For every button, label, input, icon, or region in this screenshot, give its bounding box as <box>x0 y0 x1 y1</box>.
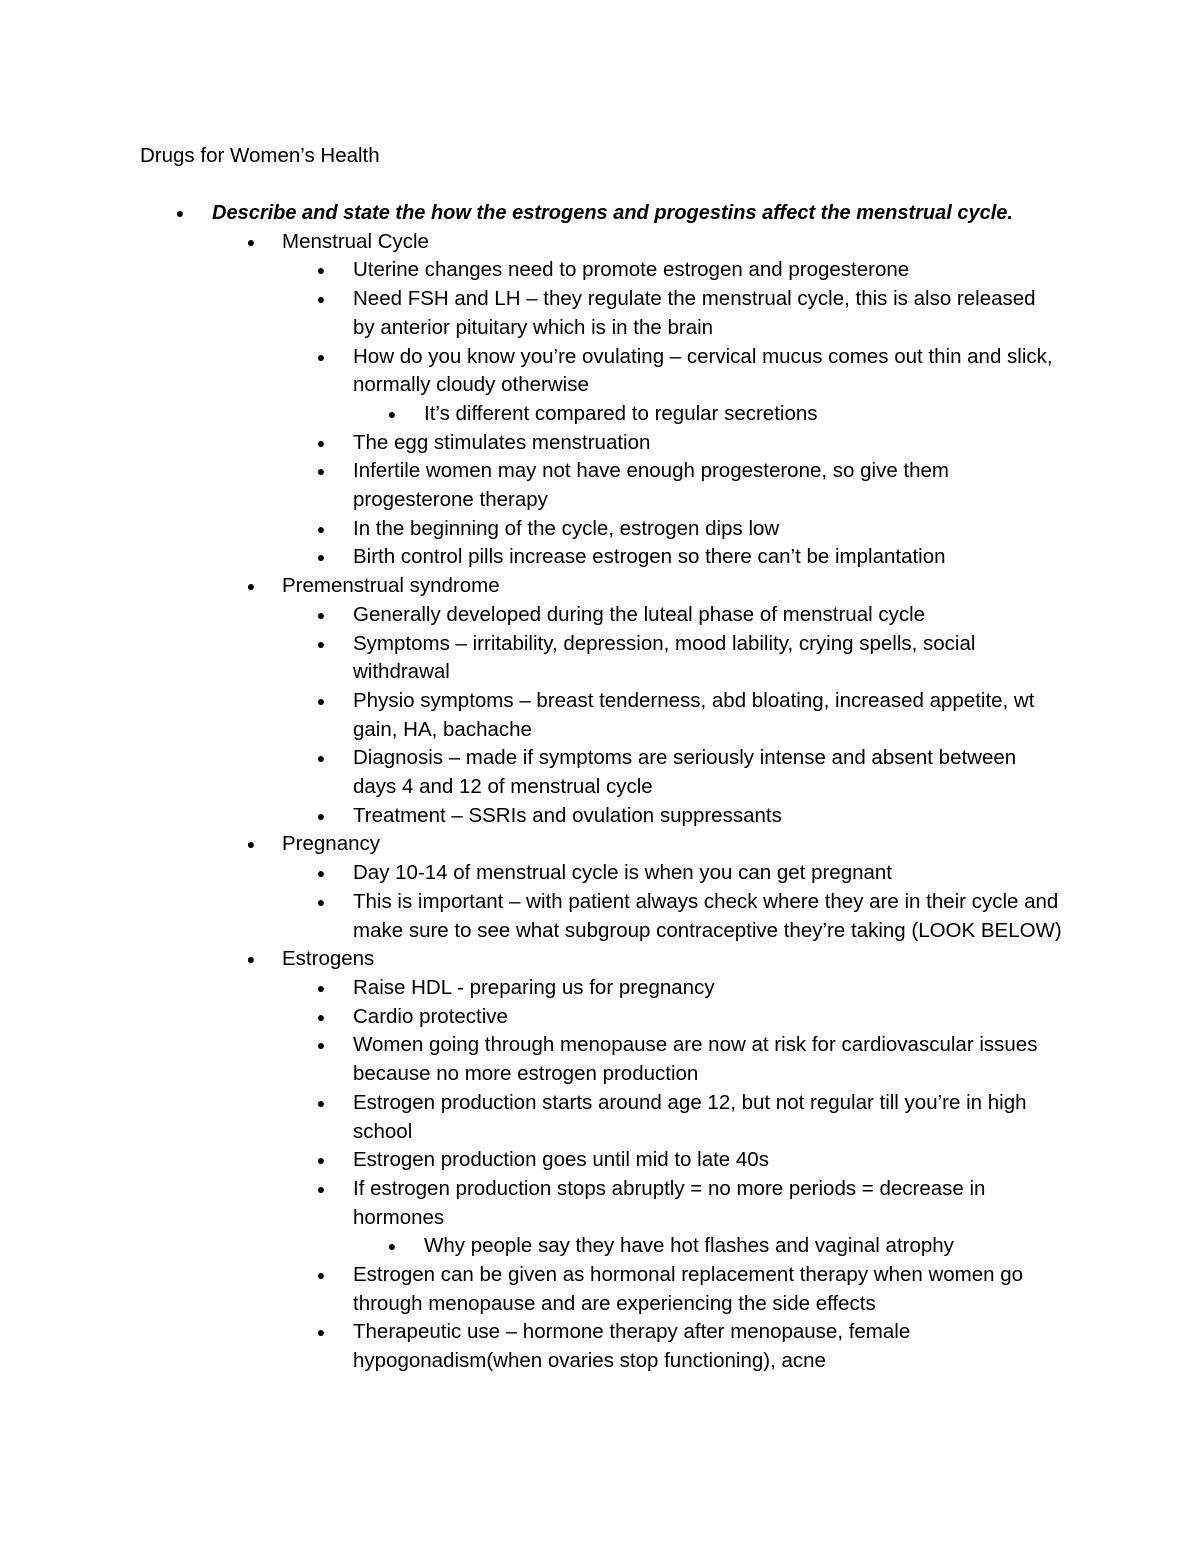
list-item-text: Cardio protective <box>353 1004 508 1028</box>
bullet-icon: ● <box>246 836 256 853</box>
list-item-text: Estrogen can be given as hormonal replacement therapy when women go through menopause and are experiencing the side effects <box>353 1263 1024 1315</box>
list-item <box>0 974 1200 1003</box>
list-item-text: Uterine changes need to promote estrogen and progesterone <box>353 258 910 282</box>
list-item <box>0 343 1200 400</box>
bullet-icon: ● <box>246 951 256 968</box>
bullet-icon: ● <box>316 348 326 365</box>
list-item-text: Describe and state the how the estrogens and progestins affect the menstrual cycle. <box>212 202 1013 224</box>
bullet-icon: ● <box>316 1267 326 1284</box>
bullet-icon: ● <box>316 635 326 652</box>
section-heading-item <box>0 945 1200 974</box>
list-item <box>0 457 1200 514</box>
list-item <box>0 400 1200 429</box>
list-item-text: If estrogen production stops abruptly = no more periods = decrease in hormones <box>353 1176 986 1229</box>
list-item-text: The egg stimulates menstruation <box>353 430 651 454</box>
list-item-text: Birth control pills increase estrogen so there can’t be implantation <box>353 545 946 569</box>
page-title: Drugs for Women’s Health <box>140 144 380 167</box>
bullet-icon: ● <box>246 578 256 595</box>
list-item <box>0 1146 1200 1175</box>
list-item-text: This is important – with patient always check where they are in their cycle and make sure to see what subgroup contraceptive they’re taking (LOOK BELOW) <box>353 889 1062 942</box>
bullet-icon: ● <box>316 606 326 623</box>
objective-item <box>0 199 1200 228</box>
bullet-icon: ● <box>316 1324 326 1341</box>
bullet-icon: ● <box>387 1238 397 1255</box>
list-item-text: Day 10-14 of menstrual cycle is when you can get pregnant <box>353 861 892 885</box>
list-item-text: Women going through menopause are now at risk for cardiovascular issues because no more estrogen production <box>353 1033 1038 1086</box>
section-heading-item <box>0 228 1200 257</box>
list-item <box>0 429 1200 458</box>
bullet-icon: ● <box>175 205 185 221</box>
list-item-text: Infertile women may not have enough progesterone, so give them progesterone therapy <box>353 459 949 512</box>
list-item-text: Raise HDL - preparing us for pregnancy <box>353 975 715 999</box>
list-item-text: Symptoms – irritability, depression, mood lability, crying spells, social withdrawal <box>353 631 976 684</box>
list-item <box>0 515 1200 544</box>
section-heading-item <box>0 572 1200 601</box>
list-item <box>0 1089 1200 1146</box>
bullet-icon: ● <box>316 865 326 882</box>
bullet-outline <box>0 199 1200 1376</box>
bullet-icon: ● <box>316 549 326 566</box>
list-item <box>0 1031 1200 1088</box>
list-item-text: Estrogens <box>282 947 375 971</box>
bullet-icon: ● <box>387 405 397 422</box>
list-item-text: Therapeutic use – hormone therapy after menopause, female hypogonadism(when ovaries stop functioning), acne <box>353 1320 911 1373</box>
list-item-text: How do you know you’re ovulating – cervical mucus comes out thin and slick, normally cloudy otherwise <box>353 344 1053 397</box>
bullet-icon: ● <box>316 1180 326 1197</box>
list-item <box>0 744 1200 801</box>
list-item-text: Estrogen production goes until mid to late 40s <box>353 1148 769 1172</box>
list-item-text: In the beginning of the cycle, estrogen dips low <box>353 516 780 540</box>
list-item-text: Why people say they have hot flashes and vaginal atrophy <box>424 1234 954 1258</box>
list-item-text: Estrogen production starts around age 12, but not regular till you’re in high school <box>353 1090 1027 1143</box>
list-item <box>0 601 1200 630</box>
list-item-text: Premenstrual syndrome <box>282 574 500 598</box>
bullet-icon: ● <box>316 520 326 537</box>
list-item <box>0 687 1200 744</box>
bullet-icon: ● <box>316 1037 326 1054</box>
list-item <box>0 888 1200 945</box>
list-item <box>0 1318 1200 1375</box>
bullet-icon: ● <box>316 1094 326 1111</box>
list-item <box>0 543 1200 572</box>
list-item-text: It’s different compared to regular secretions <box>424 401 818 425</box>
bullet-icon: ● <box>246 233 256 250</box>
bullet-icon: ● <box>316 893 326 910</box>
bullet-icon: ● <box>316 807 326 824</box>
list-item <box>0 1232 1200 1261</box>
list-item <box>0 859 1200 888</box>
list-item-text: Pregnancy <box>282 832 381 856</box>
list-item <box>0 1003 1200 1032</box>
list-item <box>0 1175 1200 1232</box>
list-item-text: Treatment – SSRIs and ovulation suppressants <box>353 803 782 827</box>
list-item-text: Generally developed during the luteal phase of menstrual cycle <box>353 602 926 626</box>
list-item <box>0 1261 1200 1318</box>
bullet-icon: ● <box>316 979 326 996</box>
bullet-icon: ● <box>316 692 326 709</box>
section-heading-item <box>0 830 1200 859</box>
bullet-icon: ● <box>316 1152 326 1169</box>
bullet-icon: ● <box>316 750 326 767</box>
bullet-icon: ● <box>316 463 326 480</box>
list-item <box>0 802 1200 831</box>
list-item-text: Physio symptoms – breast tenderness, abd bloating, increased appetite, wt gain, HA, bachache <box>353 688 1035 741</box>
list-item-text: Diagnosis – made if symptoms are seriously intense and absent between days 4 and 12 of menstrual cycle <box>353 746 1017 799</box>
list-item <box>0 256 1200 285</box>
list-item <box>0 630 1200 687</box>
bullet-icon: ● <box>316 262 326 279</box>
bullet-icon: ● <box>316 434 326 451</box>
bullet-icon: ● <box>316 291 326 308</box>
list-item-text: Need FSH and LH – they regulate the menstrual cycle, this is also released by anterior pituitary which is in the brain <box>353 287 1036 339</box>
list-item <box>0 285 1200 342</box>
list-item-text: Menstrual Cycle <box>282 229 429 253</box>
bullet-icon: ● <box>316 1008 326 1025</box>
